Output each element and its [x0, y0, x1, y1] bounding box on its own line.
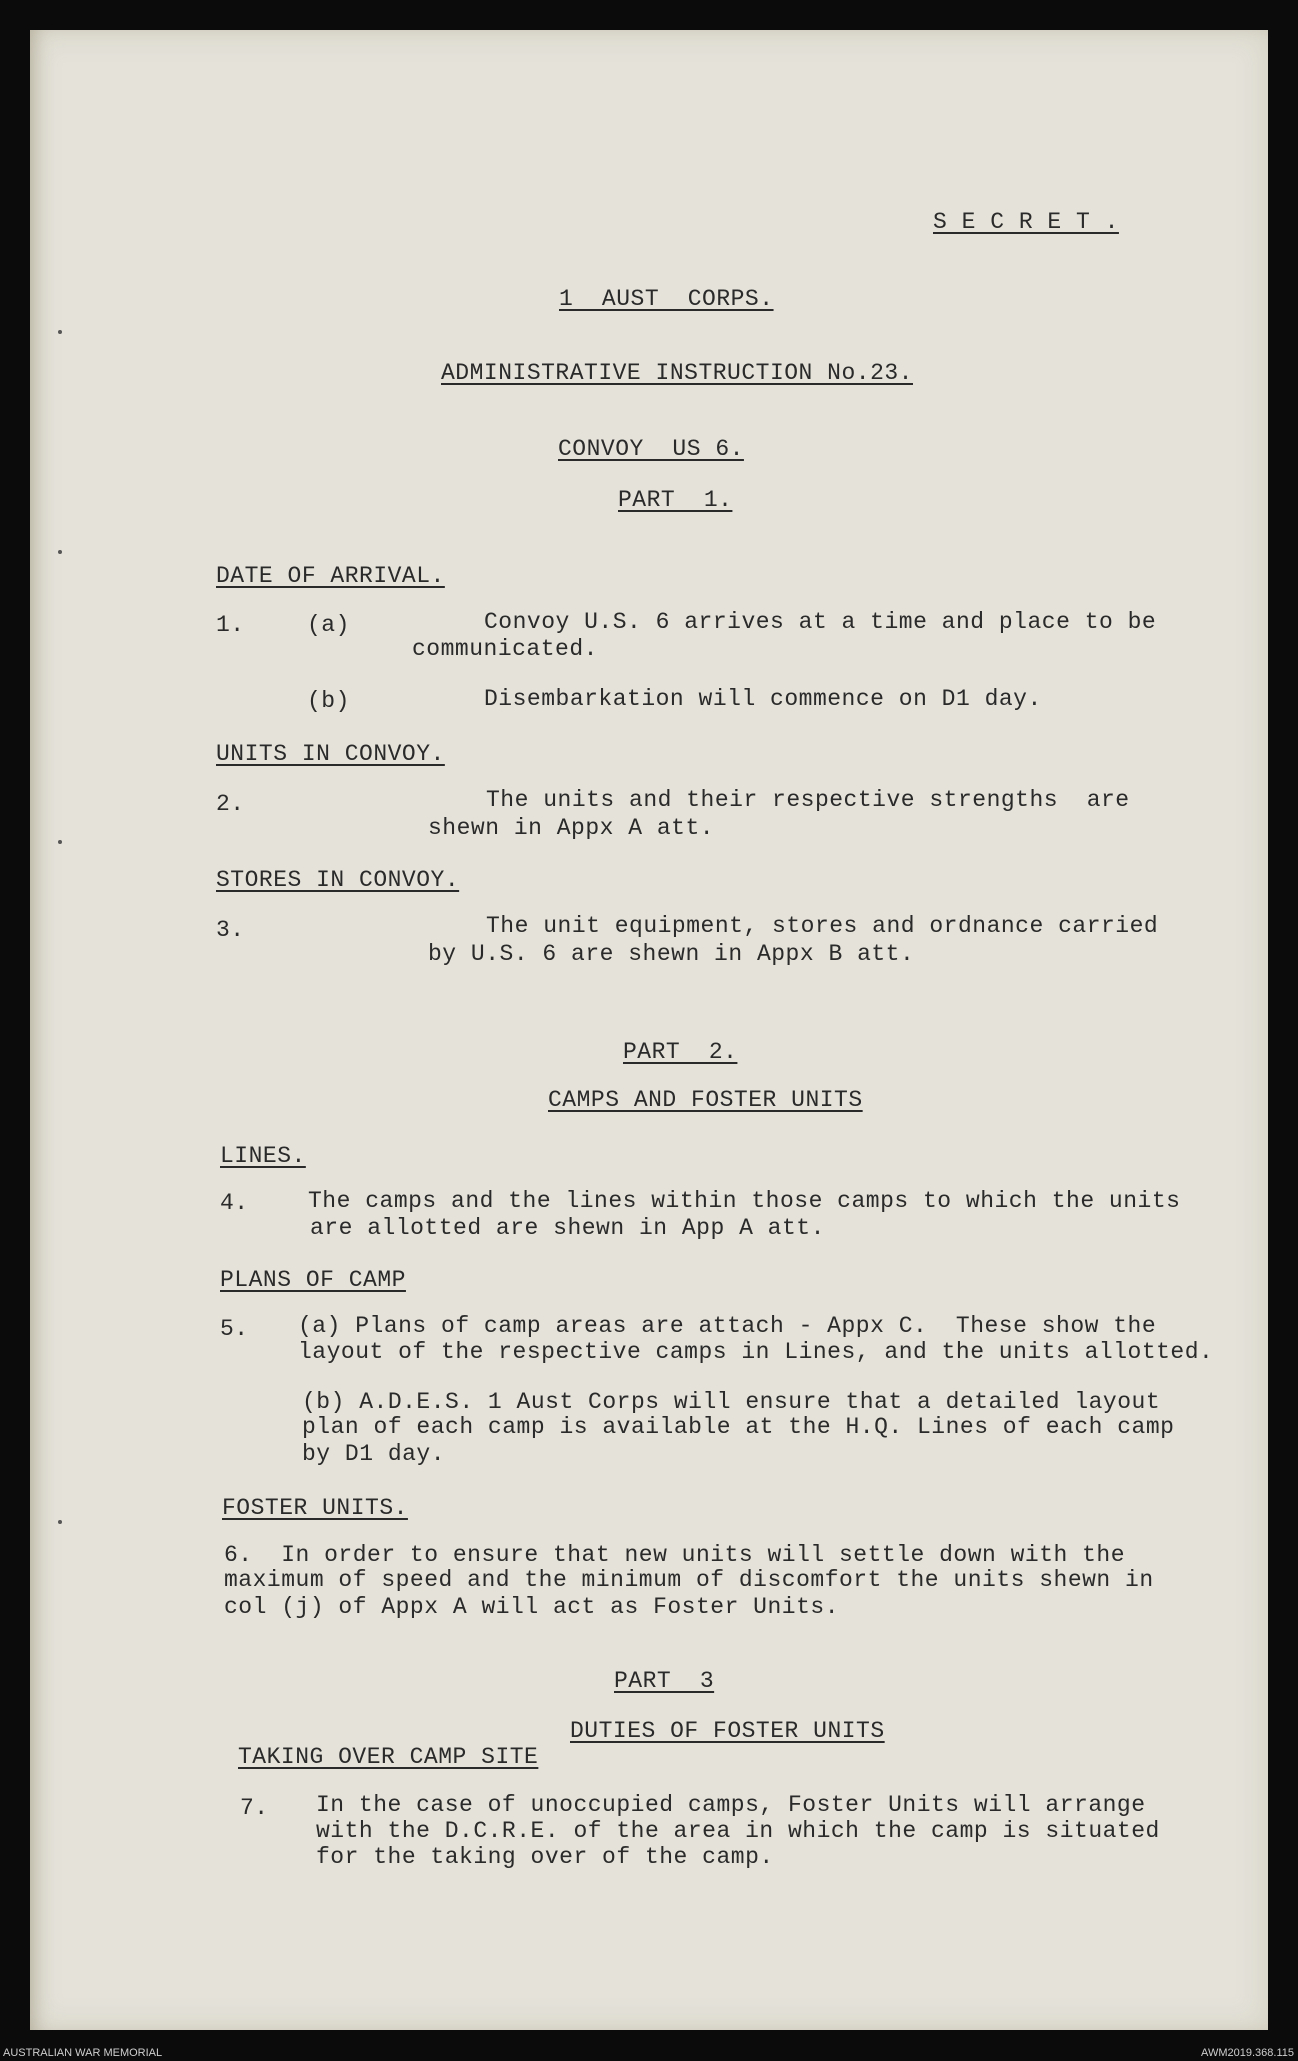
para3-number: 3.: [216, 917, 245, 943]
para3-line1: The unit equipment, stores and ordnance carried: [486, 913, 1159, 939]
foster-units-heading: FOSTER UNITS.: [222, 1495, 408, 1521]
para1a-line2: communicated.: [412, 636, 598, 662]
para2-number: 2.: [216, 791, 245, 817]
plans-of-camp-heading: PLANS OF CAMP: [220, 1267, 406, 1293]
organisation-title: 1 AUST CORPS.: [559, 286, 774, 312]
instruction-title: ADMINISTRATIVE INSTRUCTION No.23.: [441, 360, 913, 386]
part1-title: PART 1.: [618, 487, 733, 513]
para2-line2: shewn in Appx A att.: [428, 815, 715, 841]
units-in-convoy-heading: UNITS IN CONVOY.: [216, 741, 445, 767]
para6-line1: 6. In order to ensure that new units will settle down with the: [224, 1542, 1126, 1568]
para5b-line1: (b) A.D.E.S. 1 Aust Corps will ensure that a detailed layout: [302, 1389, 1161, 1415]
para5-number: 5.: [220, 1316, 249, 1342]
date-of-arrival-heading: DATE OF ARRIVAL.: [216, 563, 445, 589]
taking-over-heading: TAKING OVER CAMP SITE: [238, 1744, 539, 1770]
stores-in-convoy-heading: STORES IN CONVOY.: [216, 867, 460, 893]
para1a-label: (a): [307, 612, 350, 638]
part3-title: PART 3: [614, 1668, 715, 1694]
archive-credit: AUSTRALIAN WAR MEMORIAL: [3, 2047, 163, 2059]
classification-marking: S E C R E T .: [933, 209, 1119, 235]
para6-line2: maximum of speed and the minimum of discomfort the units shewn in: [224, 1567, 1154, 1593]
punch-mark: [58, 550, 62, 554]
punch-mark: [58, 1520, 62, 1524]
para4-number: 4.: [220, 1190, 249, 1216]
para7-line2: with the D.C.R.E. of the area in which the camp is situated: [316, 1818, 1160, 1844]
para5b-line3: by D1 day.: [302, 1441, 446, 1467]
para1b-label: (b): [307, 688, 350, 714]
part2-subtitle: CAMPS AND FOSTER UNITS: [548, 1087, 863, 1113]
part2-title: PART 2.: [623, 1039, 738, 1065]
accession-number: AWM2019.368.115: [1201, 2047, 1294, 2059]
para7-line3: for the taking over of the camp.: [316, 1844, 774, 1870]
para7-line1: In the case of unoccupied camps, Foster Units will arrange: [316, 1792, 1146, 1818]
para5a-line2: layout of the respective camps in Lines, and the units allotted.: [298, 1339, 1214, 1365]
lines-heading: LINES.: [220, 1143, 306, 1169]
para3-line2: by U.S. 6 are shewn in Appx B att.: [428, 941, 915, 967]
para5b-line2: plan of each camp is available at the H.Q. Lines of each camp: [302, 1414, 1175, 1440]
para4-line1: The camps and the lines within those camps to which the units: [308, 1188, 1181, 1214]
part3-subtitle: DUTIES OF FOSTER UNITS: [570, 1718, 885, 1744]
punch-mark: [58, 330, 62, 334]
para1b-text: Disembarkation will commence on D1 day.: [484, 686, 1042, 712]
para6-line3: col (j) of Appx A will act as Foster Units.: [224, 1594, 839, 1620]
para4-line2: are allotted are shewn in App A att.: [310, 1215, 825, 1241]
para1-number: 1.: [216, 612, 245, 638]
para5a-line1: (a) Plans of camp areas are attach - Appx C. These show the: [298, 1313, 1157, 1339]
para7-number: 7.: [240, 1795, 269, 1821]
para1a-line1: Convoy U.S. 6 arrives at a time and place to be: [484, 609, 1157, 635]
para2-line1: The units and their respective strengths are: [486, 787, 1130, 813]
convoy-title: CONVOY US 6.: [558, 436, 744, 462]
punch-mark: [58, 840, 62, 844]
